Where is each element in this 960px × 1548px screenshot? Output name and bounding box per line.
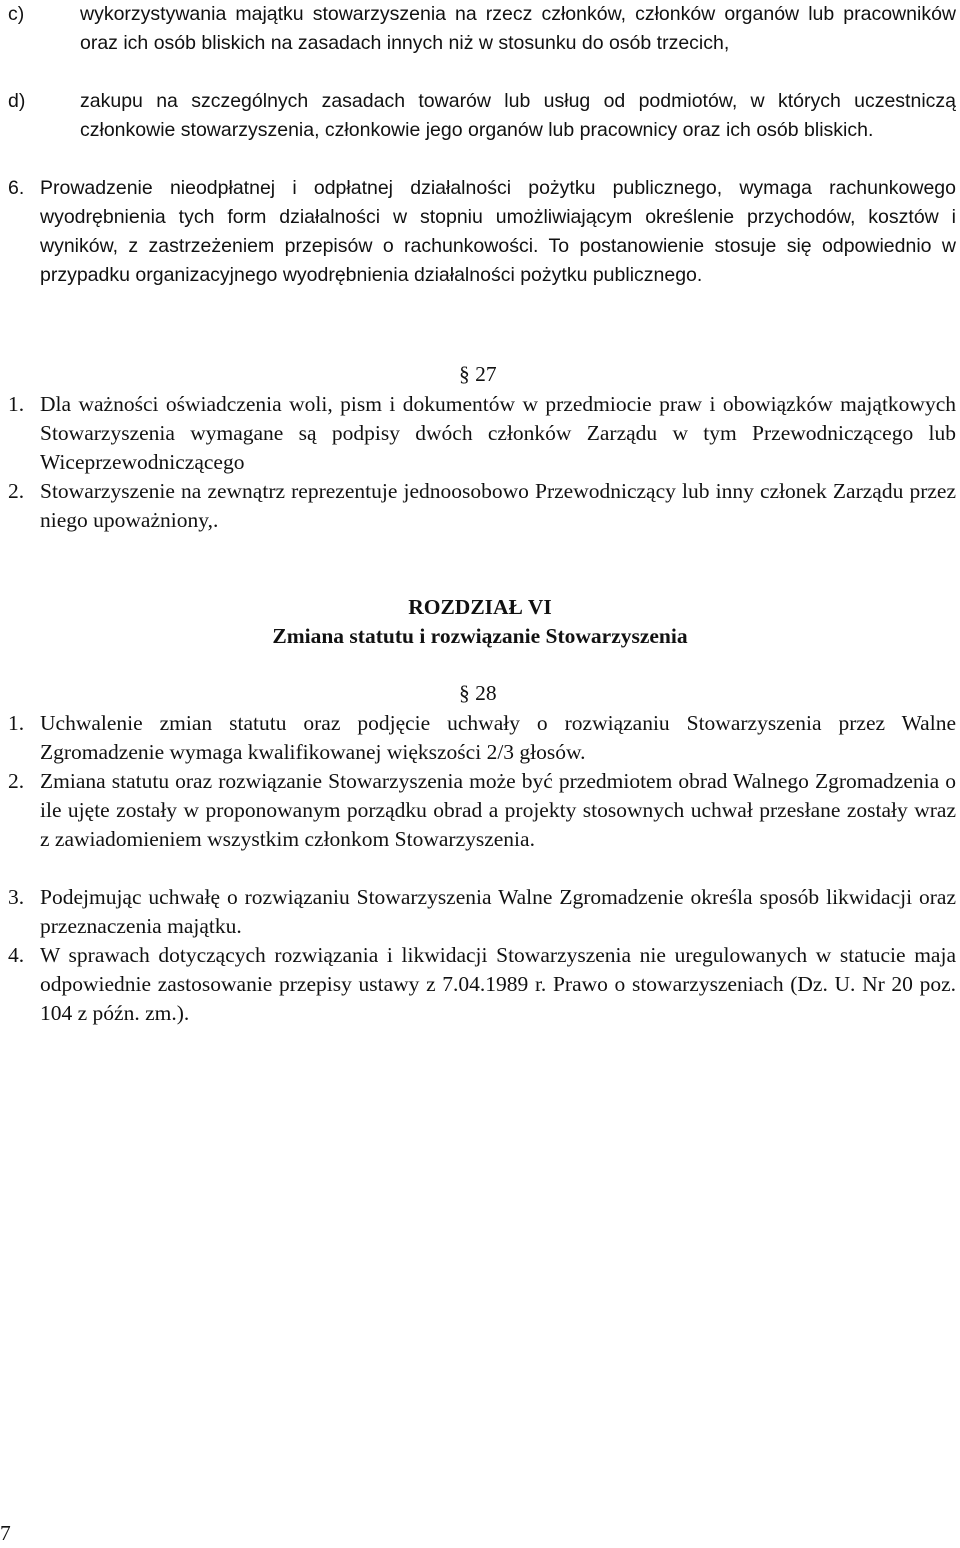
list-marker: 2. (8, 479, 25, 503)
list-item-text: zakupu na szczególnych zasadach towarów lub usług od podmiotów, w których uczestniczą członkowie stowarzyszenia, członkowie jego organów lub pracownicy oraz ich osób bliskich. (80, 90, 956, 141)
list-item-text: Zmiana statutu oraz rozwiązanie Stowarzyszenia może być przedmiotem obrad Walnego Zgromadzenia o ile ujęte zostały w proponowanym porządku obrad a projekty stosownych uchwał przesłane zostały wraz z zawiadomieniem wszystkim członkom Stowarzyszenia. (40, 769, 956, 851)
paragraph-6 (8, 174, 956, 290)
chapter-title: ROZDZIAŁ VI (408, 595, 552, 619)
list-marker: 3. (8, 885, 25, 909)
list-item-d (8, 87, 956, 145)
list-marker: 2. (8, 769, 25, 793)
list-item-text: W sprawach dotyczących rozwiązania i likwidacji Stowarzyszenia nie uregulowanych w statucie maja odpowiednie zastosowanie przepisy ustawy z 7.04.1989 r. Prawo o stowarzyszeniach (Dz. U. Nr 20 poz. 104 z późn. zm.). (40, 943, 956, 1025)
paragraph-text: Prowadzenie nieodpłatnej i odpłatnej działalności pożytku publicznego, wymaga rachunkowego wyodrębnienia tych form działalności w stopniu umożliwiającym określenie przychodów, kosztów i wyników, z zastrzeżeniem przepisów o rachunkowości. To postanowienie stosuje się odpowiednio w przypadku organizacyjnego wyodrębnienia działalności pożytku publicznego. (40, 177, 956, 286)
section27-item-1 (8, 390, 956, 477)
list-marker: 4. (8, 943, 25, 967)
section-sign-28: § 28 (459, 681, 497, 705)
list-marker: c) (8, 3, 25, 25)
list-marker: 6. (8, 177, 25, 199)
section28-item-4 (8, 941, 956, 1028)
list-item-text: Uchwalenie zmian statutu oraz podjęcie uchwały o rozwiązaniu Stowarzyszenia przez Walne Zgromadzenie wymaga kwalifikowanej większości 2/3 głosów. (40, 711, 956, 764)
section28-item-3 (8, 883, 956, 941)
list-item-c (8, 0, 956, 58)
list-marker: 1. (8, 392, 25, 416)
section-sign-27: § 27 (459, 362, 497, 386)
list-item-text: Podejmując uchwałę o rozwiązaniu Stowarzyszenia Walne Zgromadzenie określa sposób likwidacji oraz przeznaczenia majątku. (40, 885, 956, 938)
page-number: 7 (0, 1521, 11, 1545)
list-marker: d) (8, 90, 26, 112)
list-item-text: Dla ważności oświadczenia woli, pism i dokumentów w przedmiocie praw i obowiązków majątkowych Stowarzyszenia wymagane są podpisy dwóch członków Zarządu w tym Przewodniczącego lub Wiceprzewodniczącego (40, 392, 956, 474)
list-item-text: Stowarzyszenie na zewnątrz reprezentuje jednoosobowo Przewodniczący lub inny członek Zarządu przez niego upoważniony,. (40, 479, 956, 532)
chapter-subtitle: Zmiana statutu i rozwiązanie Stowarzyszenia (272, 624, 688, 648)
list-item-text: wykorzystywania majątku stowarzyszenia na rzecz członków, członków organów lub pracowników oraz ich osób bliskich na zasadach innych niż w stosunku do osób trzecich, (80, 3, 956, 54)
section28-item-2 (8, 767, 956, 854)
section28-item-1 (8, 709, 956, 767)
section27-item-2 (8, 477, 956, 535)
list-marker: 1. (8, 711, 25, 735)
